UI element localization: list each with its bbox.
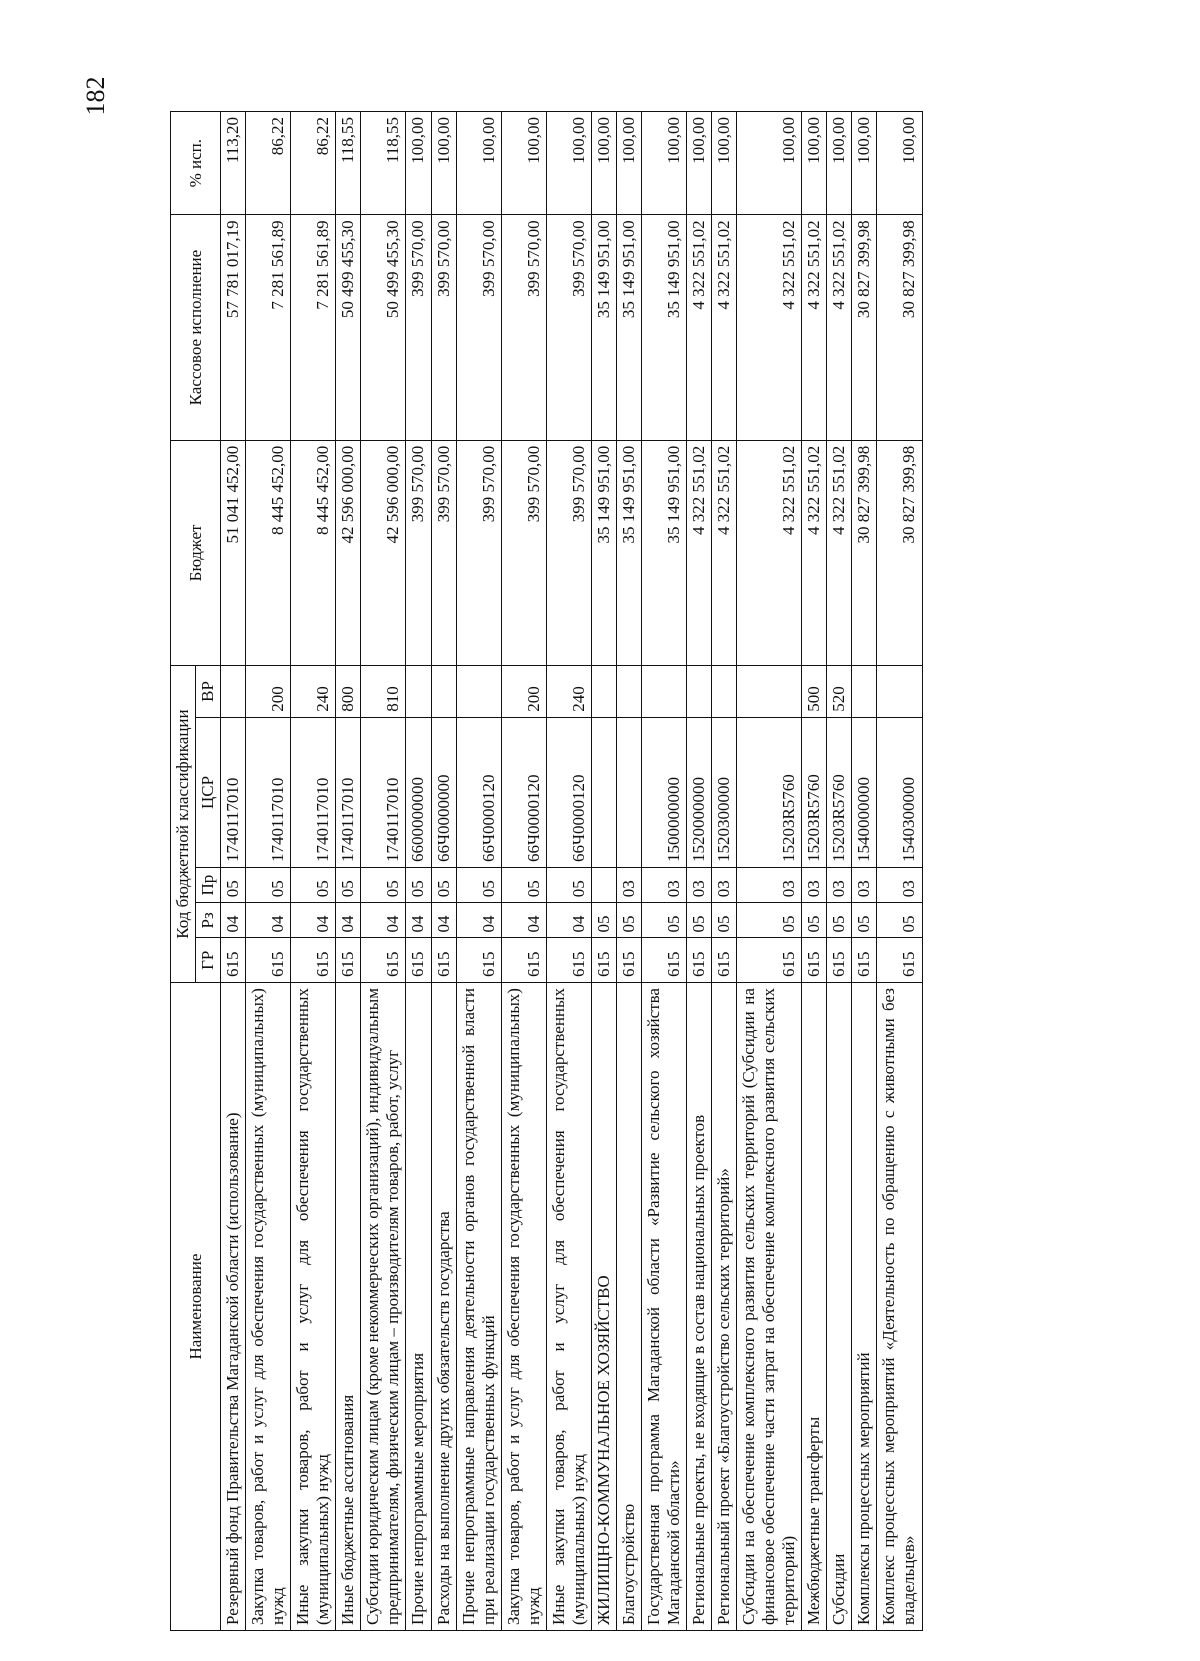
- row-budget: 4 322 551,02: [827, 440, 852, 665]
- row-rz: 04: [546, 903, 591, 938]
- row-pr: 05: [221, 868, 246, 903]
- row-csr: [616, 717, 641, 867]
- header-percent: % исп.: [171, 112, 221, 215]
- row-vr: 500: [802, 666, 827, 718]
- row-percent: 100,00: [852, 112, 877, 215]
- row-rz: 05: [877, 903, 922, 938]
- row-budget: 399 570,00: [501, 440, 546, 665]
- row-execution: 50 499 455,30: [336, 215, 361, 440]
- row-budget: 8 445 452,00: [246, 440, 291, 665]
- row-csr: 1740117010: [291, 717, 336, 867]
- table-row: [221, 112, 246, 1631]
- row-vr: [687, 666, 712, 718]
- table-row: [431, 112, 456, 1631]
- row-execution: 57 781 017,19: [221, 215, 246, 440]
- row-csr: 1540000000: [852, 717, 877, 867]
- row-execution: 7 281 561,89: [246, 215, 291, 440]
- row-pr: 03: [641, 868, 686, 903]
- row-execution: 4 322 551,02: [712, 215, 737, 440]
- page-number: 182: [81, 76, 110, 116]
- row-percent: 100,00: [431, 112, 456, 215]
- row-rz: 05: [616, 903, 641, 938]
- row-budget: 4 322 551,02: [737, 440, 802, 665]
- header-code-group: Код бюджетной классификации: [171, 666, 196, 983]
- row-name: Субсидии: [827, 983, 852, 1631]
- row-gr: 615: [852, 938, 877, 983]
- row-percent: 100,00: [406, 112, 431, 215]
- header-rz: Рз: [196, 903, 221, 938]
- row-gr: 615: [737, 938, 802, 983]
- table-row: [712, 112, 737, 1631]
- row-csr: 1740117010: [246, 717, 291, 867]
- row-rz: 04: [501, 903, 546, 938]
- row-rz: 05: [591, 903, 616, 938]
- row-percent: 100,00: [641, 112, 686, 215]
- row-execution: 30 827 399,98: [852, 215, 877, 440]
- row-vr: 200: [246, 666, 291, 718]
- row-budget: 30 827 399,98: [877, 440, 922, 665]
- row-name: Благоустройство: [616, 983, 641, 1631]
- row-execution: 399 570,00: [456, 215, 501, 440]
- row-budget: 35 149 951,00: [591, 440, 616, 665]
- row-execution: 4 322 551,02: [687, 215, 712, 440]
- table-row: [546, 112, 591, 1631]
- header-row-1: [171, 112, 196, 1631]
- row-name: Межбюджетные трансферты: [802, 983, 827, 1631]
- table-row: [406, 112, 431, 1631]
- row-csr: 1520000000: [687, 717, 712, 867]
- row-percent: 113,20: [221, 112, 246, 215]
- row-csr: 66Ч0000120: [501, 717, 546, 867]
- row-vr: [852, 666, 877, 718]
- row-pr: 03: [712, 868, 737, 903]
- row-pr: 05: [291, 868, 336, 903]
- table-row: [641, 112, 686, 1631]
- row-vr: 810: [361, 666, 406, 718]
- row-pr: 03: [687, 868, 712, 903]
- row-vr: [431, 666, 456, 718]
- row-execution: 7 281 561,89: [291, 215, 336, 440]
- row-pr: 03: [877, 868, 922, 903]
- row-gr: 615: [591, 938, 616, 983]
- header-name: Наименование: [171, 983, 221, 1631]
- row-csr: [591, 717, 616, 867]
- row-percent: 100,00: [827, 112, 852, 215]
- row-csr: 1520300000: [712, 717, 737, 867]
- row-percent: 100,00: [616, 112, 641, 215]
- row-execution: 30 827 399,98: [877, 215, 922, 440]
- row-vr: [591, 666, 616, 718]
- row-name: Иные закупки товаров, работ и услуг для обеспечения государственных (муниципальных) нужд: [291, 983, 336, 1631]
- table-row: [616, 112, 641, 1631]
- row-pr: 03: [852, 868, 877, 903]
- row-csr: 1500000000: [641, 717, 686, 867]
- row-pr: 05: [406, 868, 431, 903]
- row-rz: 05: [712, 903, 737, 938]
- row-budget: 399 570,00: [406, 440, 431, 665]
- row-rz: 05: [852, 903, 877, 938]
- row-gr: 615: [246, 938, 291, 983]
- row-budget: 30 827 399,98: [852, 440, 877, 665]
- table-row: [336, 112, 361, 1631]
- row-percent: 100,00: [712, 112, 737, 215]
- row-execution: 35 149 951,00: [641, 215, 686, 440]
- row-percent: 100,00: [737, 112, 802, 215]
- row-rz: 05: [687, 903, 712, 938]
- row-name: Прочие непрограммные направления деятельности органов государственной власти при реализации государственных функций: [456, 983, 501, 1631]
- row-pr: 05: [501, 868, 546, 903]
- row-name: Резервный фонд Правительства Магаданской области (использование): [221, 983, 246, 1631]
- header-gr: ГР: [196, 938, 221, 983]
- row-vr: 520: [827, 666, 852, 718]
- header-vr: ВР: [196, 666, 221, 718]
- row-vr: [221, 666, 246, 718]
- row-csr: 15203R5760: [737, 717, 802, 867]
- row-gr: 615: [291, 938, 336, 983]
- table-row: [456, 112, 501, 1631]
- row-gr: 615: [221, 938, 246, 983]
- header-pr: Пр: [196, 868, 221, 903]
- row-budget: 4 322 551,02: [802, 440, 827, 665]
- table-row: [246, 112, 291, 1631]
- header-budget: Бюджет: [171, 440, 221, 665]
- row-pr: 03: [616, 868, 641, 903]
- row-budget: 35 149 951,00: [616, 440, 641, 665]
- row-rz: 04: [361, 903, 406, 938]
- row-budget: 399 570,00: [546, 440, 591, 665]
- row-name: Комплекс процессных мероприятий «Деятельность по обращению с животными без владельцев»: [877, 983, 922, 1631]
- row-csr: 66Ч0000120: [546, 717, 591, 867]
- row-pr: 05: [336, 868, 361, 903]
- row-rz: 05: [802, 903, 827, 938]
- row-pr: 05: [456, 868, 501, 903]
- row-vr: [641, 666, 686, 718]
- row-vr: [616, 666, 641, 718]
- budget-table: [170, 111, 923, 1631]
- row-percent: 86,22: [291, 112, 336, 215]
- row-csr: 66Ч0000120: [456, 717, 501, 867]
- row-rz: 04: [246, 903, 291, 938]
- row-percent: 100,00: [546, 112, 591, 215]
- row-vr: 240: [546, 666, 591, 718]
- row-execution: 50 499 455,30: [361, 215, 406, 440]
- row-rz: 04: [456, 903, 501, 938]
- row-vr: 800: [336, 666, 361, 718]
- row-execution: 4 322 551,02: [827, 215, 852, 440]
- row-gr: 615: [877, 938, 922, 983]
- row-percent: 100,00: [687, 112, 712, 215]
- row-percent: 100,00: [501, 112, 546, 215]
- row-name: Региональный проект «Благоустройство сельских территорий»: [712, 983, 737, 1631]
- row-gr: 615: [546, 938, 591, 983]
- row-percent: 100,00: [591, 112, 616, 215]
- row-name: Иные бюджетные ассигнования: [336, 983, 361, 1631]
- row-budget: 4 322 551,02: [712, 440, 737, 665]
- row-budget: 399 570,00: [431, 440, 456, 665]
- row-rz: 04: [431, 903, 456, 938]
- table-row: [687, 112, 712, 1631]
- row-name: Закупка товаров, работ и услуг для обеспечения государственных (муниципальных) нужд: [246, 983, 291, 1631]
- row-vr: 240: [291, 666, 336, 718]
- row-name: ЖИЛИЩНО-КОММУНАЛЬНОЕ ХОЗЯЙСТВО: [591, 983, 616, 1631]
- row-pr: 05: [246, 868, 291, 903]
- row-name: Комплексы процессных мероприятий: [852, 983, 877, 1631]
- row-gr: 615: [336, 938, 361, 983]
- row-gr: 615: [712, 938, 737, 983]
- row-pr: 03: [827, 868, 852, 903]
- row-csr: 15203R5760: [827, 717, 852, 867]
- table-row: [361, 112, 406, 1631]
- row-csr: 1740117010: [221, 717, 246, 867]
- table-row: [877, 112, 922, 1631]
- row-percent: 118,55: [361, 112, 406, 215]
- row-execution: 35 149 951,00: [616, 215, 641, 440]
- row-budget: 42 596 000,00: [361, 440, 406, 665]
- row-vr: [406, 666, 431, 718]
- row-rz: 04: [221, 903, 246, 938]
- row-budget: 399 570,00: [456, 440, 501, 665]
- row-vr: [456, 666, 501, 718]
- row-vr: [737, 666, 802, 718]
- row-gr: 615: [802, 938, 827, 983]
- row-execution: 399 570,00: [431, 215, 456, 440]
- table-row: [737, 112, 802, 1631]
- row-budget: 8 445 452,00: [291, 440, 336, 665]
- row-rz: 04: [406, 903, 431, 938]
- row-execution: 399 570,00: [501, 215, 546, 440]
- row-percent: 118,55: [336, 112, 361, 215]
- row-name: Государственная программа Магаданской области «Развитие сельского хозяйства Магаданской области»: [641, 983, 686, 1631]
- row-name: Субсидии юридическим лицам (кроме некоммерческих организаций), индивидуальным предпринимателям, физическим лицам – производителям товаров, работ, услуг: [361, 983, 406, 1631]
- row-rz: 05: [641, 903, 686, 938]
- row-budget: 4 322 551,02: [687, 440, 712, 665]
- row-pr: 03: [802, 868, 827, 903]
- row-rz: 04: [291, 903, 336, 938]
- row-name: Субсидии на обеспечение комплексного развития сельских территорий (Субсидии на финансовое обеспечение части затрат на обеспечение комплексного развития сельских территорий): [737, 983, 802, 1631]
- row-gr: 615: [641, 938, 686, 983]
- row-budget: 51 041 452,00: [221, 440, 246, 665]
- row-pr: 05: [546, 868, 591, 903]
- row-name: Иные закупки товаров, работ и услуг для обеспечения государственных (муниципальных) нужд: [546, 983, 591, 1631]
- table-body: [221, 112, 922, 1631]
- row-gr: 615: [456, 938, 501, 983]
- row-rz: 05: [827, 903, 852, 938]
- row-pr: 03: [737, 868, 802, 903]
- row-execution: 399 570,00: [546, 215, 591, 440]
- row-csr: 1540300000: [877, 717, 922, 867]
- row-pr: [591, 868, 616, 903]
- row-execution: 399 570,00: [406, 215, 431, 440]
- table-row: [852, 112, 877, 1631]
- row-gr: 615: [431, 938, 456, 983]
- row-rz: 04: [336, 903, 361, 938]
- row-vr: [877, 666, 922, 718]
- row-name: Региональные проекты, не входящие в состав национальных проектов: [687, 983, 712, 1631]
- row-csr: 15203R5760: [802, 717, 827, 867]
- row-gr: 615: [361, 938, 406, 983]
- table-row: [591, 112, 616, 1631]
- row-percent: 100,00: [802, 112, 827, 215]
- row-execution: 35 149 951,00: [591, 215, 616, 440]
- row-vr: [712, 666, 737, 718]
- row-execution: 4 322 551,02: [802, 215, 827, 440]
- table-row: [291, 112, 336, 1631]
- row-name: Прочие непрограммные мероприятия: [406, 983, 431, 1631]
- row-budget: 42 596 000,00: [336, 440, 361, 665]
- rotated-table-container: [170, 111, 1200, 1631]
- row-percent: 86,22: [246, 112, 291, 215]
- row-rz: 05: [737, 903, 802, 938]
- table-row: [827, 112, 852, 1631]
- row-gr: 615: [616, 938, 641, 983]
- row-csr: 1740117010: [361, 717, 406, 867]
- row-percent: 100,00: [877, 112, 922, 215]
- row-gr: 615: [687, 938, 712, 983]
- header-csr: ЦСР: [196, 717, 221, 867]
- row-percent: 100,00: [456, 112, 501, 215]
- row-pr: 05: [431, 868, 456, 903]
- row-csr: 66Ч0000000: [431, 717, 456, 867]
- row-csr: 6600000000: [406, 717, 431, 867]
- row-budget: 35 149 951,00: [641, 440, 686, 665]
- row-pr: 05: [361, 868, 406, 903]
- row-name: Закупка товаров, работ и услуг для обеспечения государственных (муниципальных) нужд: [501, 983, 546, 1631]
- row-name: Расходы на выполнение других обязательств государства: [431, 983, 456, 1631]
- row-gr: 615: [406, 938, 431, 983]
- row-vr: 200: [501, 666, 546, 718]
- table-row: [501, 112, 546, 1631]
- row-csr: 1740117010: [336, 717, 361, 867]
- row-gr: 615: [827, 938, 852, 983]
- table-row: [802, 112, 827, 1631]
- row-execution: 4 322 551,02: [737, 215, 802, 440]
- row-gr: 615: [501, 938, 546, 983]
- header-execution: Кассовое исполнение: [171, 215, 221, 440]
